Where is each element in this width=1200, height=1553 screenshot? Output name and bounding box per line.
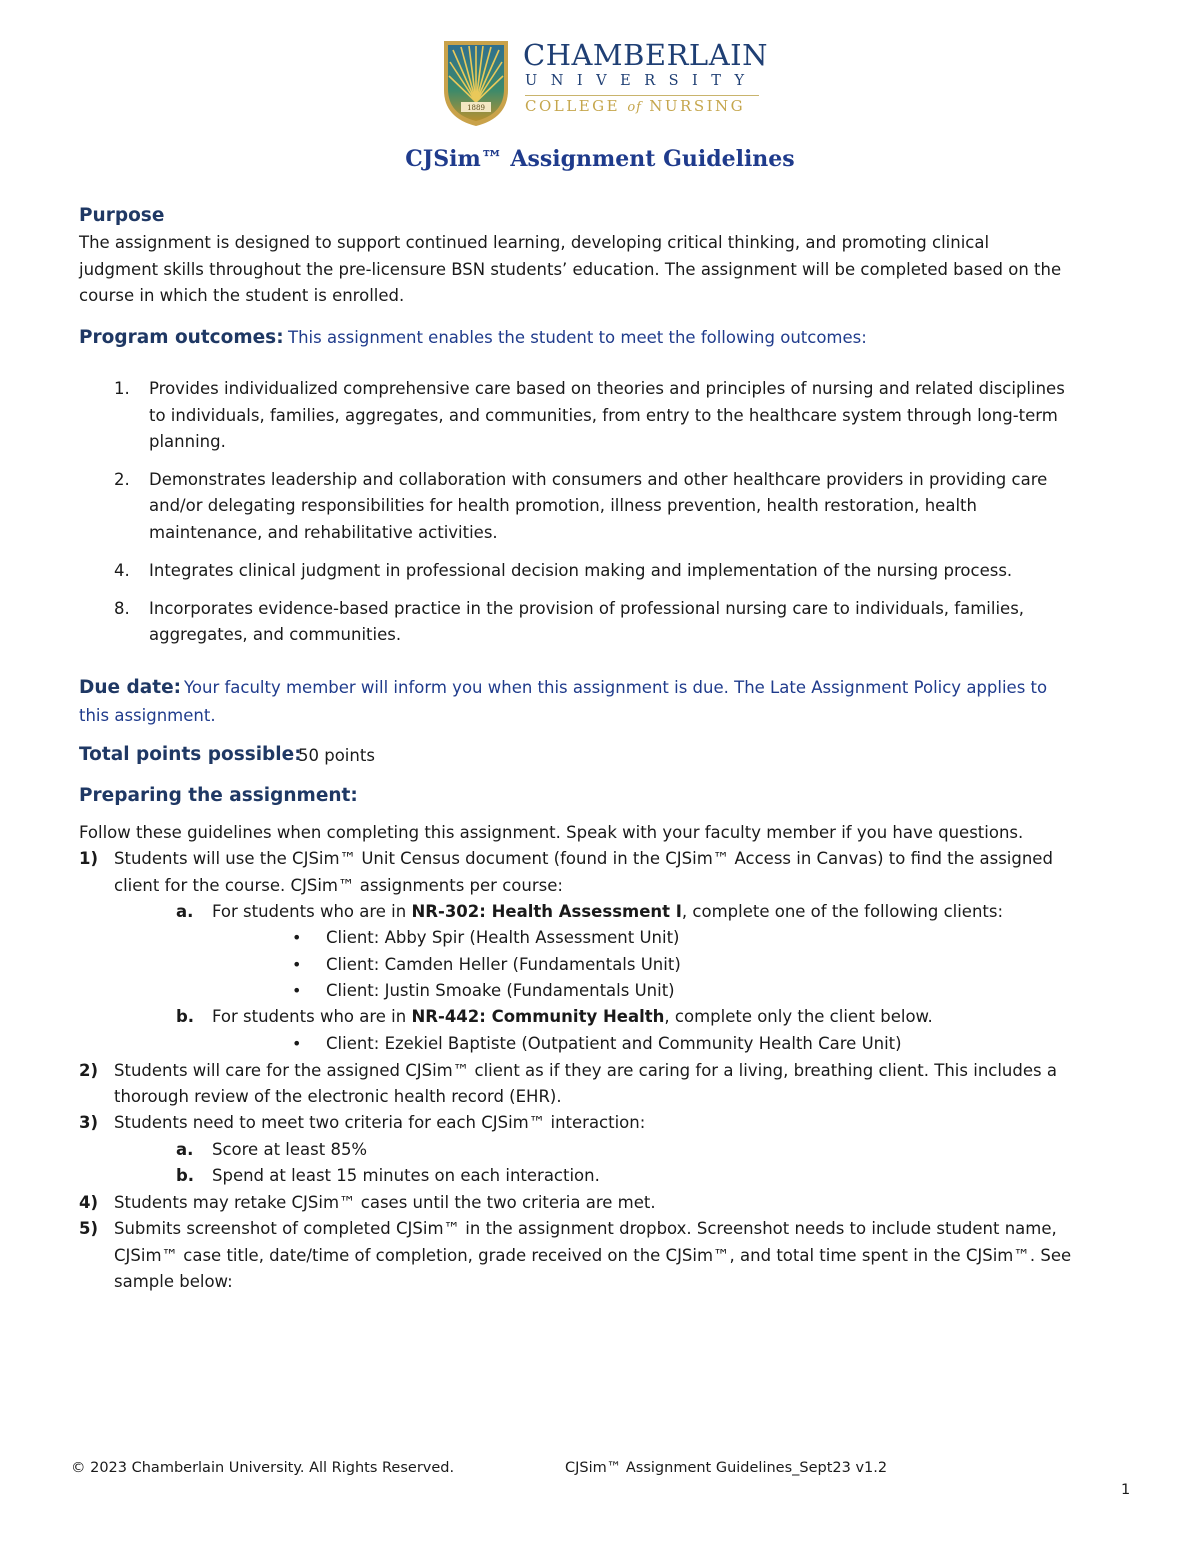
step-1b-text: For students who are in NR-442: Community Health, complete only the client below.: [212, 1007, 933, 1026]
step-3a-text: Score at least 85%: [212, 1140, 368, 1159]
step-4-line-1: Students may retake CJSim™ cases until the two criteria are met.: [114, 1193, 656, 1212]
sub-step-label: b.: [176, 1166, 195, 1185]
bullet-icon: •: [292, 1034, 302, 1053]
preparing-heading: Preparing the assignment:: [79, 785, 358, 806]
sub-step-label: a.: [176, 902, 194, 921]
due-date-line-2: this assignment.: [79, 706, 216, 725]
purpose-line-1: The assignment is designed to support continued learning, developing critical thinking, and promoting clinical: [79, 233, 990, 252]
outcome-2-line-1: Demonstrates leadership and collaboration with consumers and other healthcare providers in providing care: [149, 470, 1048, 489]
logo-name: CHAMBERLAIN: [523, 38, 768, 72]
program-outcomes-intro: This assignment enables the student to meet the following outcomes:: [288, 328, 867, 347]
step-3b-text: Spend at least 15 minutes on each interaction.: [212, 1166, 600, 1185]
program-outcomes-heading: Program outcomes:: [79, 327, 284, 348]
footer-document-id: CJSim™ Assignment Guidelines_Sept23 v1.2: [565, 1460, 888, 1476]
purpose-line-3: course in which the student is enrolled.: [79, 286, 405, 305]
due-date-heading: Due date:: [79, 677, 182, 698]
step-3-line-1: Students need to meet two criteria for each CJSim™ interaction:: [114, 1113, 646, 1132]
bullet-icon: •: [292, 981, 302, 1000]
svg-text:1889: 1889: [467, 104, 485, 112]
shield-icon: [441, 38, 511, 128]
outcome-2-line-2: and/or delegating responsibilities for health promotion, illness prevention, health restoration, health: [149, 496, 977, 515]
bullet-icon: •: [292, 928, 302, 947]
step-number: 1): [79, 849, 99, 868]
client-item: Client: Camden Heller (Fundamentals Unit): [326, 955, 681, 974]
logo-university: UNIVERSITY: [525, 73, 758, 89]
sub-step-label: a.: [176, 1140, 194, 1159]
step-1-line-2: client for the course. CJSim™ assignments per course:: [114, 876, 563, 895]
outcome-1-line-2: to individuals, families, aggregates, and communities, from entry to the healthcare system through long-term: [149, 406, 1058, 425]
step-2-line-2: thorough review of the electronic health record (EHR).: [114, 1087, 562, 1106]
client-item: Client: Justin Smoake (Fundamentals Unit): [326, 981, 675, 1000]
purpose-line-2: judgment skills throughout the pre-licensure BSN students’ education. The assignment will be completed based on the: [79, 260, 1062, 279]
bullet-icon: •: [292, 955, 302, 974]
document-title: CJSim™ Assignment Guidelines: [405, 146, 795, 172]
chamberlain-logo: [441, 38, 768, 130]
outcome-8-line-2: aggregates, and communities.: [149, 625, 402, 644]
outcome-1-line-1: Provides individualized comprehensive care based on theories and principles of nursing and related disciplines: [149, 379, 1065, 398]
client-item: Client: Abby Spir (Health Assessment Unit): [326, 928, 680, 947]
page-number: 1: [1121, 1482, 1131, 1498]
outcome-1-line-3: planning.: [149, 432, 226, 451]
outcome-8-line-1: Incorporates evidence-based practice in the provision of professional nursing care to individuals, families,: [149, 599, 1025, 618]
step-2-line-1: Students will care for the assigned CJSim™ client as if they are caring for a living, breathing client. This includes a: [114, 1061, 1057, 1080]
client-item: Client: Ezekiel Baptiste (Outpatient and Community Health Care Unit): [326, 1034, 902, 1053]
step-5-line-1: Submits screenshot of completed CJSim™ in the assignment dropbox. Screenshot needs to include student name,: [114, 1219, 1057, 1238]
purpose-heading: Purpose: [79, 205, 165, 226]
outcome-2-line-3: maintenance, and rehabilitative activities.: [149, 523, 498, 542]
outcome-number: 1.: [114, 379, 130, 398]
outcome-number: 2.: [114, 470, 130, 489]
total-points-value: 50 points: [298, 746, 375, 765]
step-number: 4): [79, 1193, 99, 1212]
step-5-line-3: sample below:: [114, 1272, 233, 1291]
outcome-number: 8.: [114, 599, 130, 618]
outcome-4-line-1: Integrates clinical judgment in professional decision making and implementation of the nursing process.: [149, 561, 1013, 580]
outcome-number: 4.: [114, 561, 130, 580]
total-points-heading: Total points possible:: [79, 744, 302, 765]
footer-copyright: © 2023 Chamberlain University. All Rights Reserved.: [71, 1460, 455, 1476]
preparing-intro: Follow these guidelines when completing this assignment. Speak with your faculty member if you have questions.: [79, 823, 1024, 842]
step-1a-text: For students who are in NR-302: Health Assessment I, complete one of the following clients:: [212, 902, 1004, 921]
logo-college: COLLEGE of NURSING: [525, 97, 746, 115]
step-1-line-1: Students will use the CJSim™ Unit Census document (found in the CJSim™ Access in Canvas) to find the assigned: [114, 849, 1053, 868]
step-number: 2): [79, 1061, 99, 1080]
step-number: 3): [79, 1113, 99, 1132]
step-number: 5): [79, 1219, 99, 1238]
due-date-line-1: Your faculty member will inform you when this assignment is due. The Late Assignment Policy applies to: [184, 678, 1048, 697]
sub-step-label: b.: [176, 1007, 195, 1026]
step-5-line-2: CJSim™ case title, date/time of completion, grade received on the CJSim™, and total time spent in the CJSim™. See: [114, 1246, 1072, 1265]
